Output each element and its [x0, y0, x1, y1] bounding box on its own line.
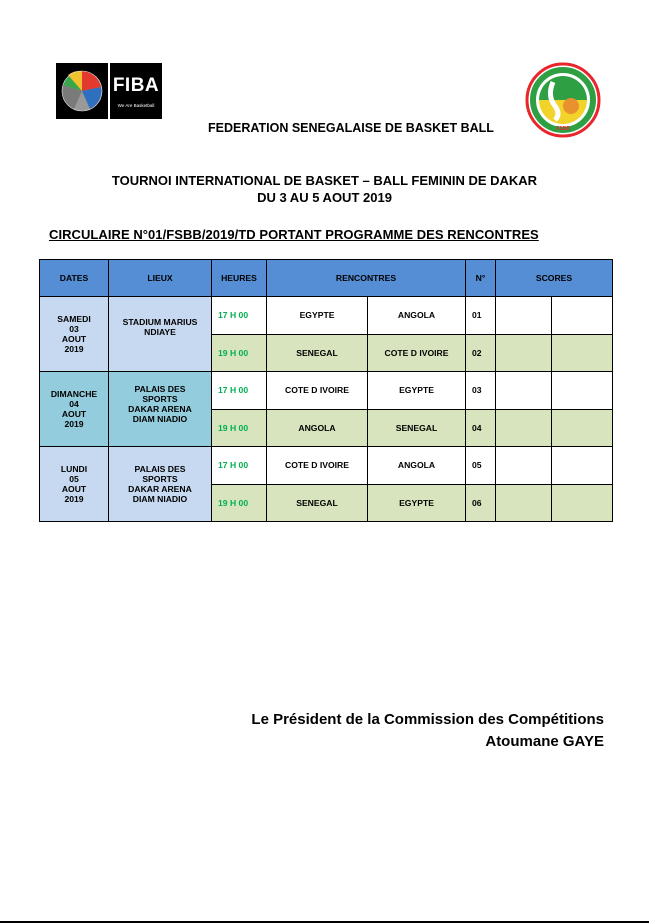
- match-number-cell: 03: [466, 372, 496, 410]
- team-b-cell: COTE D IVOIRE: [368, 334, 466, 372]
- tournament-dates: DU 3 AU 5 AOUT 2019: [257, 190, 392, 205]
- score-b-cell: [552, 409, 613, 447]
- score-a-cell: [496, 372, 552, 410]
- team-b-cell: EGYPTE: [368, 484, 466, 522]
- date-cell: SAMEDI 03 AOUT 2019: [40, 297, 109, 372]
- venue-cell: PALAIS DES SPORTS DAKAR ARENA DIAM NIADIO: [109, 372, 212, 447]
- table-row: [40, 297, 613, 335]
- signature-name: Atoumane GAYE: [485, 733, 604, 750]
- time-cell: 19 H 00: [212, 334, 267, 372]
- fiba-wordmark: FIBA We Are Basketball: [110, 63, 162, 119]
- team-b-cell: EGYPTE: [368, 372, 466, 410]
- team-b-cell: SENEGAL: [368, 409, 466, 447]
- table-row: [40, 447, 613, 485]
- date-cell: DIMANCHE 04 AOUT 2019: [40, 372, 109, 447]
- schedule-table: [39, 259, 613, 522]
- match-number-cell: 06: [466, 484, 496, 522]
- team-a-cell: COTE D IVOIRE: [267, 372, 368, 410]
- team-a-cell: SENEGAL: [267, 484, 368, 522]
- date-cell: LUNDI 05 AOUT 2019: [40, 447, 109, 522]
- header-num: N°: [466, 260, 496, 297]
- header-scores: SCORES: [496, 260, 613, 297]
- score-b-cell: [552, 372, 613, 410]
- table-row: [40, 372, 613, 410]
- tournament-name: TOURNOI INTERNATIONAL DE BASKET – BALL FEMININ DE DAKAR: [111, 173, 538, 188]
- header-heures: HEURES: [212, 260, 267, 297]
- signature-title: Le Président de la Commission des Compétitions: [251, 711, 604, 728]
- score-b-cell: [552, 484, 613, 522]
- team-a-cell: COTE D IVOIRE: [267, 447, 368, 485]
- svg-text:FSBB: FSBB: [556, 126, 570, 132]
- match-number-cell: 05: [466, 447, 496, 485]
- match-number-cell: 02: [466, 334, 496, 372]
- score-b-cell: [552, 297, 613, 335]
- score-b-cell: [552, 447, 613, 485]
- time-cell: 17 H 00: [212, 447, 267, 485]
- time-cell: 19 H 00: [212, 484, 267, 522]
- header-lieux: LIEUX: [109, 260, 212, 297]
- time-cell: 17 H 00: [212, 372, 267, 410]
- team-b-cell: ANGOLA: [368, 297, 466, 335]
- team-a-cell: SENEGAL: [267, 334, 368, 372]
- match-number-cell: 01: [466, 297, 496, 335]
- score-a-cell: [496, 484, 552, 522]
- team-a-cell: EGYPTE: [267, 297, 368, 335]
- venue-cell: STADIUM MARIUS NDIAYE: [109, 297, 212, 372]
- federation-title: FEDERATION SENEGALAISE DE BASKET BALL: [208, 121, 494, 135]
- team-b-cell: ANGOLA: [368, 447, 466, 485]
- score-a-cell: [496, 297, 552, 335]
- circular-title: CIRCULAIRE N°01/FSBB/2019/TD PORTANT PROGRAMME DES RENCONTRES: [49, 227, 539, 242]
- tournament-title: [0, 172, 649, 206]
- fiba-logo: [56, 63, 162, 119]
- basketball-icon: [56, 63, 108, 119]
- score-a-cell: [496, 334, 552, 372]
- time-cell: 19 H 00: [212, 409, 267, 447]
- score-b-cell: [552, 334, 613, 372]
- score-a-cell: [496, 409, 552, 447]
- time-cell: 17 H 00: [212, 297, 267, 335]
- team-a-cell: ANGOLA: [267, 409, 368, 447]
- match-number-cell: 04: [466, 409, 496, 447]
- venue-cell: PALAIS DES SPORTS DAKAR ARENA DIAM NIADIO: [109, 447, 212, 522]
- header-rencontres: RENCONTRES: [267, 260, 466, 297]
- score-a-cell: [496, 447, 552, 485]
- header-dates: DATES: [40, 260, 109, 297]
